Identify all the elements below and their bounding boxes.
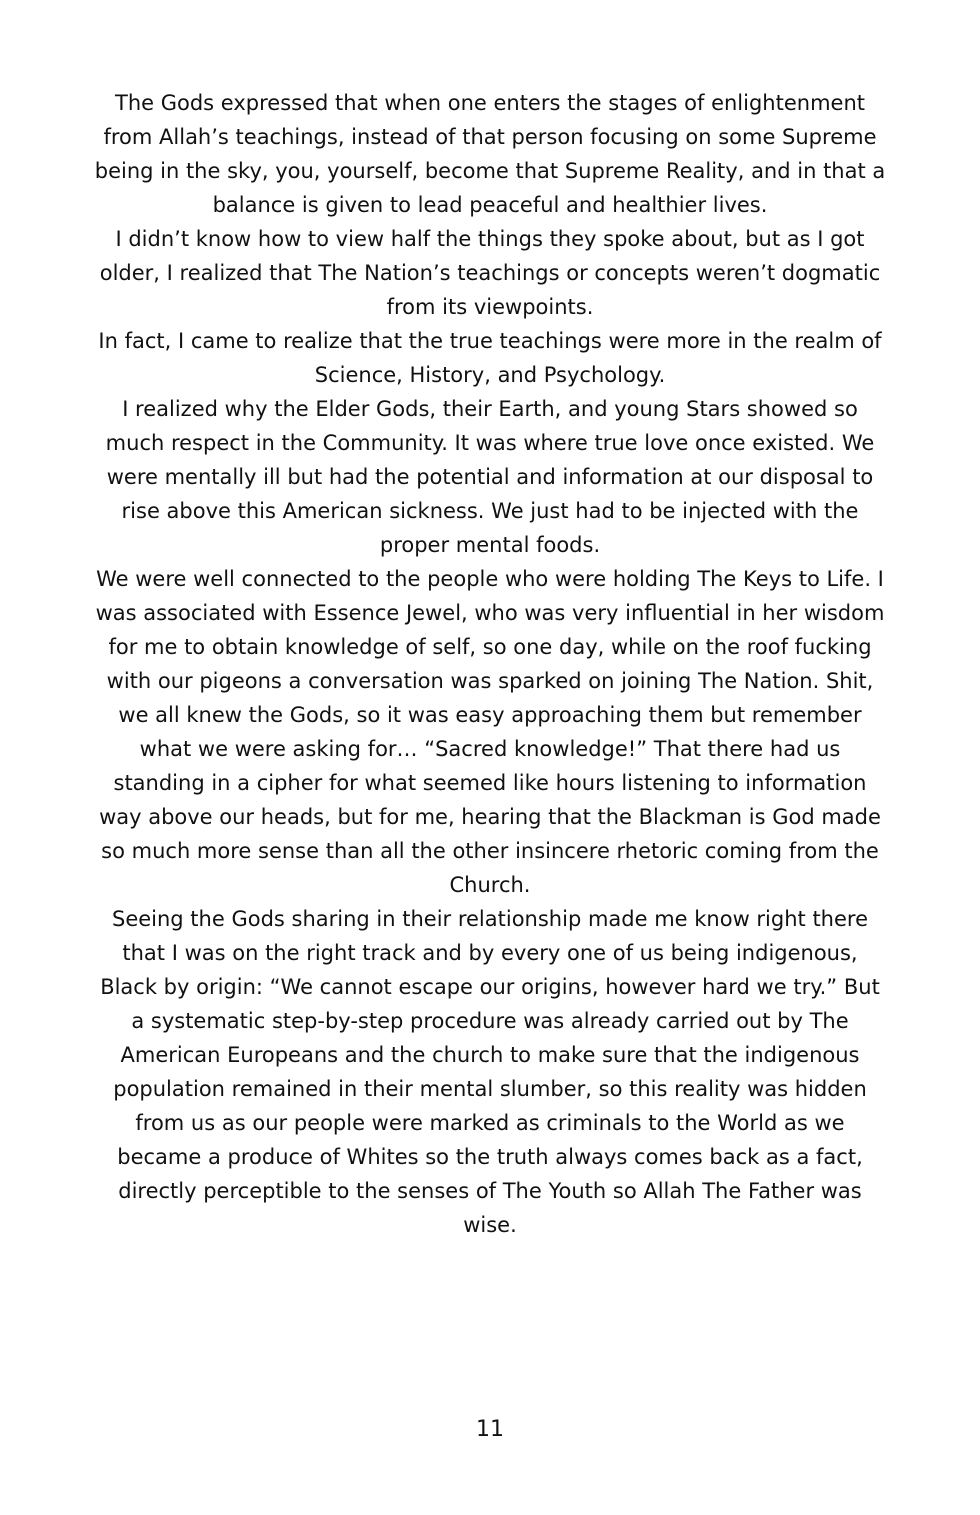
paragraph-elder-gods: I realized why the Elder Gods, their Earth, and young Stars showed so much respect in the Community. It was where true love once existed. We were mentally ill but had the potential and information at our disposal to rise above this American sickness. We just had to be injected with the proper mental foods. [105,397,875,557]
paragraph-indigenous-origins: Seeing the Gods sharing in their relationship made me know right there that I was on the right track and by every one of us being indigenous, Black by origin: “We cannot escape our origins, however hard we try.” But a systematic step-by-step procedure was already carried out by The American Europeans and the church to make sure that the indigenous population remained in their mental slumber, so this reality was hidden from us as our people were marked as criminals to the World as we became a produce of Whites so the truth always comes back as a fact, directly perceptible to the senses of The Youth so Allah The Father was wise. [100,907,880,1237]
paragraph-enlightenment: The Gods expressed that when one enters the stages of enlightenment from Allah’s teachings, instead of that person focusing on some Supreme being in the sky, you, yourself, become that Supreme Reality, and in that a balance is given to lead peaceful and healthier lives. [94,91,886,217]
paragraph-science-history: In fact, I came to realize that the true teachings were more in the realm of Science, History, and Psychology. [98,329,882,387]
paragraph-keys-to-life: We were well connected to the people who were holding The Keys to Life. I was associated with Essence Jewel, who was very influential in her wisdom for me to obtain knowledge of self, so one day, while on the roof fucking with our pigeons a conversation was sparked on joining The Nation. Shit, we all knew the Gods, so it was easy approaching them but remember what we were asking for… “Sacred knowledge!” That there had us standing in a cipher for what seemed like hours listening to information way above our heads, but for me, hearing that the Blackman is God made so much more sense than all the other insincere rhetoric coming from the Church. [95,567,885,897]
paragraph-nation-teachings: I didn’t know how to view half the things they spoke about, but as I got older, I realized that The Nation’s teachings or concepts weren’t dogmatic from its viewpoints. [99,227,881,319]
body-text [92,86,888,1242]
page-number: 11 [476,1417,504,1442]
